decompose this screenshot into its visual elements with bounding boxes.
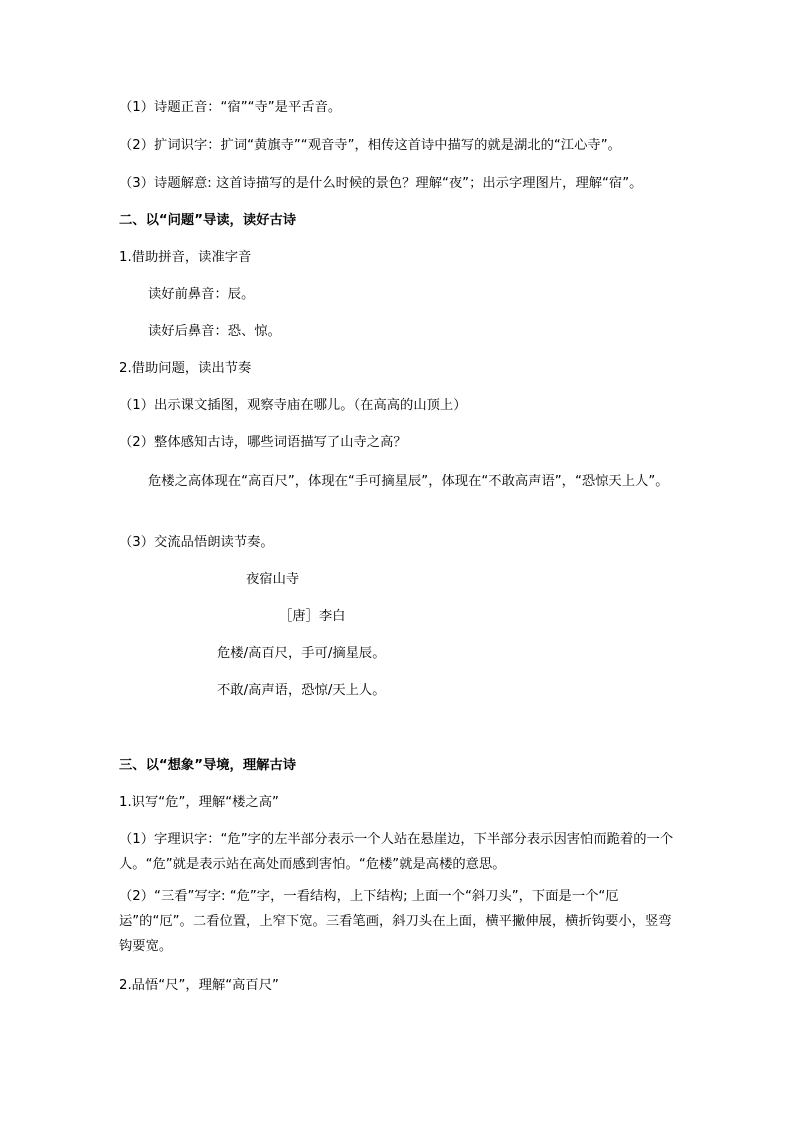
section2-heading: 二、以“问题”导读，读好古诗: [119, 213, 297, 228]
poem-title: 夜宿山寺: [246, 572, 300, 587]
back-nasal-line: 读好后鼻音：恐、惊。: [148, 324, 281, 339]
poem-author: ［唐］李白: [279, 609, 346, 624]
section3-heading: 三、以“想象”导境，理解古诗: [119, 758, 297, 773]
section1-item1: （1）诗题正音：“宿”“寺”是平舌音。: [119, 100, 342, 115]
section2-item3: （3）交流品悟朗读节奏。: [119, 535, 274, 550]
section3-item2: （2）“三看”写字: “危”字，一看结构，上下结构; 上面一个“斜刀头”，下面是一个“厄运”的“厄”。二看位置，上窄下宽。三看笔画，斜刀头在上面，横平撇伸展，横折钩要小，竖弯钩要宽。: [119, 889, 672, 954]
section1-item3: （3）诗题解意: 这首诗描写的是什么时候的景色？理解“夜”；出示字理图片，理解“宿”。: [119, 176, 643, 191]
section1-item2: （2）扩词识字：扩词“黄旗寺”“观音寺”，相传这首诗中描写的就是湖北的“江心寺”。: [119, 138, 621, 153]
section2-item1: （1）出示课文插图，观察寺庙在哪儿。（在高高的山顶上）: [119, 398, 467, 413]
section3-sub1-title: 1.识写“危”，理解“楼之高”: [119, 795, 279, 810]
poem-line-1: 危楼/高百尺，手可/摘星辰。: [217, 646, 386, 661]
section2-item2: （2）整体感知古诗，哪些词语描写了山寺之高？: [119, 435, 407, 450]
section2-sub1-title: 1.借助拼音，读准字音: [119, 250, 252, 265]
section2-answer: 危楼之高体现在“高百尺”，体现在“手可摘星辰”，体现在“不敢高声语”，“恐惊天上人”。: [148, 474, 669, 489]
front-nasal-line: 读好前鼻音：辰。: [148, 287, 255, 302]
section3-sub2-title: 2.品悟“尺”，理解“高百尺”: [119, 978, 279, 993]
section3-item1: （1）字理识字：“危”字的左半部分表示一个人站在悬崖边，下半部分表示因害怕而跪着的一个人。“危”就是表示站在高处而感到害怕。“危楼”就是高楼的意思。: [119, 832, 674, 872]
section2-sub2-title: 2.借助问题，读出节奏: [119, 361, 252, 376]
poem-line-2: 不敢/高声语，恐惊/天上人。: [217, 683, 386, 698]
